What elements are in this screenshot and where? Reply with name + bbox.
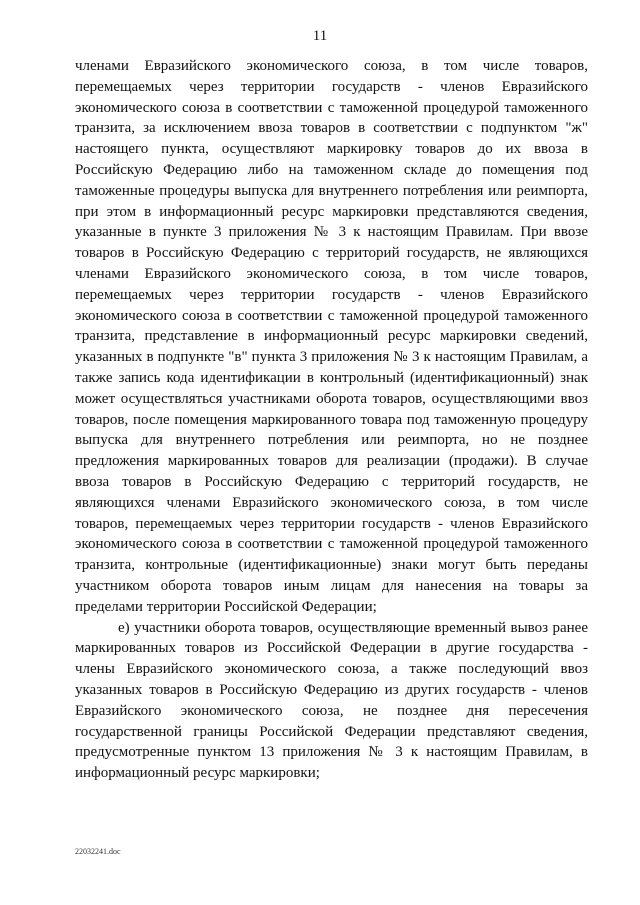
page-number: 11 [312, 28, 328, 44]
paragraph-item-e: е) участники оборота товаров, осуществляющие временный вывоз ранее маркированных товаров из Российской Федерации в другие государства - члены Евразийского экономического союза, а также последующий ввоз указанных товаров в Российскую Федерацию из других государств - членов Евразийского экономического союза, не позднее дня пересечения государственной границы Российской Федерации представляют сведения, предусмотренные пунктом 13 приложения № 3 к настоящим Правилам, в информационный ресурс маркировки; [75, 619, 588, 782]
document-body [75, 56, 588, 784]
document-file-code: 22032241.doc [75, 847, 121, 856]
paragraph-continuation: членами Евразийского экономического союза, в том числе товаров, перемещаемых через территории государств - членов Евразийского экономического союза в соответствии с таможенной процедурой таможенного транзита, за исключением ввоза товаров в соответствии с подпунктом "ж" настоящего пункта, осуществляют маркировку товаров до их ввоза в Российскую Федерацию либо на таможенном складе до помещения под таможенные процедуры выпуска для внутреннего потребления или реимпорта, при этом в информационный ресурс маркировки представляются сведения, указанные в пункте 3 приложения № 3 к настоящим Правилам. При ввозе товаров в Российскую Федерацию с территорий государств, не являющихся членами Евразийского экономического союза, в том числе товаров, перемещаемых через территории государств - членов Евразийского экономического союза в соответствии с таможенной процедурой таможенного транзита, представление в информационный ресурс маркировки сведений, указанных в подпункте "в" пункта 3 приложения № 3 к настоящим Правилам, а также запись кода идентификации в контрольный (идентификационный) знак может осуществляться участниками оборота товаров, осуществляющими ввоз товаров, после помещения маркированного товара под таможенную процедуру выпуска для внутреннего потребления или реимпорта, но не позднее предложения маркированных товаров для реализации (продажи). В случае ввоза товаров в Российскую Федерацию с территорий государств, не являющихся членами Евразийского экономического союза, в том числе товаров, перемещаемых через территории государств - членов Евразийского экономического союза в соответствии с таможенной процедурой таможенного транзита, контрольные (идентификационные) знаки могут быть переданы участником оборота товаров иным лицам для нанесения на товары за пределами территории Российской Федерации; [75, 58, 588, 615]
